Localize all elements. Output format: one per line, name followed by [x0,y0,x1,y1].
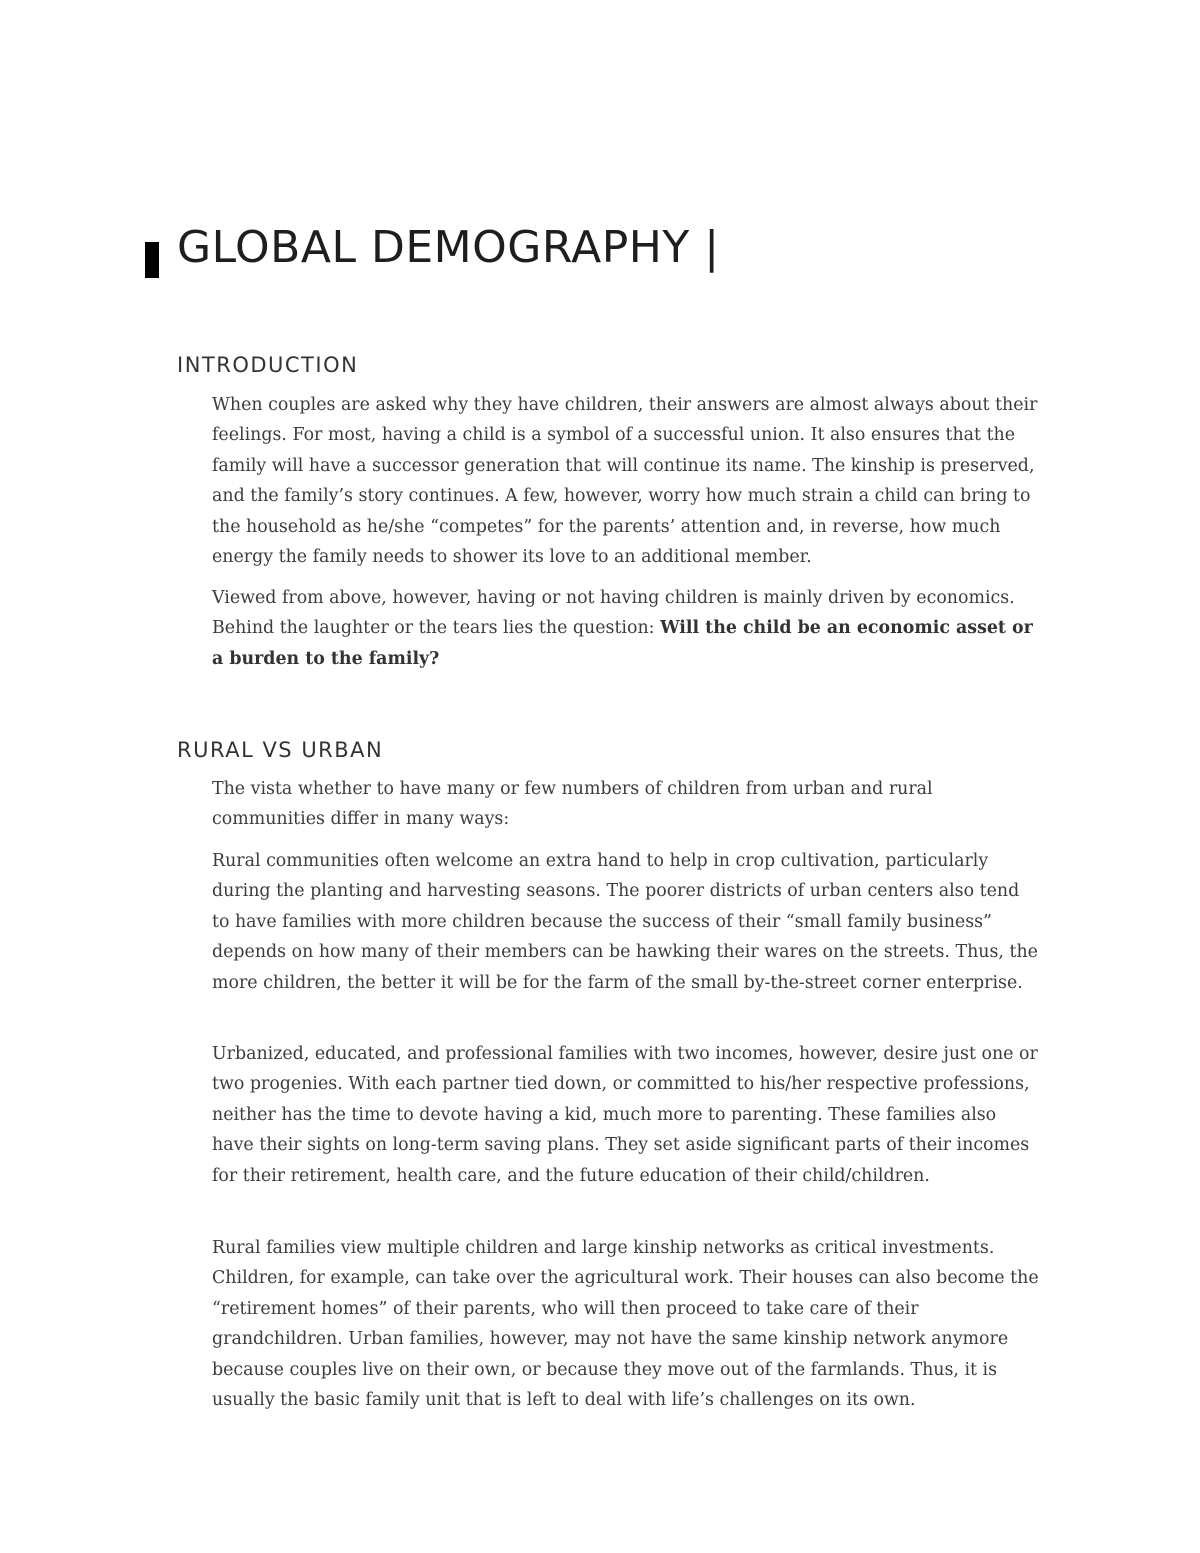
paragraph-text: Urbanized, educated, and professional families with two incomes, however, desire just one or two progenies. With each partner tied down, or committed to his/her respective professions, neither has the time to devote having a kid, much more to parenting. These families also have their sights on long-term saving plans. They set aside significant parts of their incomes for their retirement, health care, and the future education of their child/children. [212,1044,1038,1186]
paragraph [212,1039,1042,1191]
paragraph-bold-question: Will the child be an economic asset or a burden to the family? [212,618,1033,669]
paragraph-text: The vista whether to have many or few numbers of children from urban and rural communities differ in many ways: [212,779,933,830]
paragraph [212,583,1042,674]
paragraph-text: Rural families view multiple children and large kinship networks as critical investments. Children, for example, can take over the agricultural work. Their houses can also become the “retirement homes” of their parents, who will then proceed to take care of their grandchildren. Urban families, however, may not have the same kinship network anymore because couples live on their own, or because they move out of the farmlands. Thus, it is usually the basic family unit that is left to deal with life’s challenges on its own. [212,1238,1039,1411]
paragraph [212,390,1042,572]
paragraph-text: When couples are asked why they have children, their answers are almost always about their feelings. For most, having a child is a symbol of a successful union. It also ensures that the family will have a successor generation that will continue its name. The kinship is preserved, and the family’s story continues. A few, however, worry how much strain a child can bring to the household as he/she “competes” for the parents’ attention and, in reverse, how much energy the family needs to shower its love to an additional member. [212,395,1038,568]
paragraph [212,774,1042,835]
paragraph [212,1233,1042,1415]
paragraph-text: Viewed from above, however, having or not having children is mainly driven by economics. Behind the laughter or the tears lies the question: [212,588,1015,639]
title-accent-bar [145,242,159,278]
section-heading-introduction: INTRODUCTION [177,353,359,377]
paragraph [212,846,1042,998]
document-title: GLOBAL DEMOGRAPHY | [177,222,720,273]
paragraph-text: Rural communities often welcome an extra hand to help in crop cultivation, particularly during the planting and harvesting seasons. The poorer districts of urban centers also tend to have families with more children because the success of their “small family business” depends on how many of their members can be hawking their wares on the streets. Thus, the more children, the better it will be for the farm of the small by-the-street corner enterprise. [212,851,1038,993]
section-heading-rural-vs-urban: RURAL VS URBAN [177,738,384,762]
